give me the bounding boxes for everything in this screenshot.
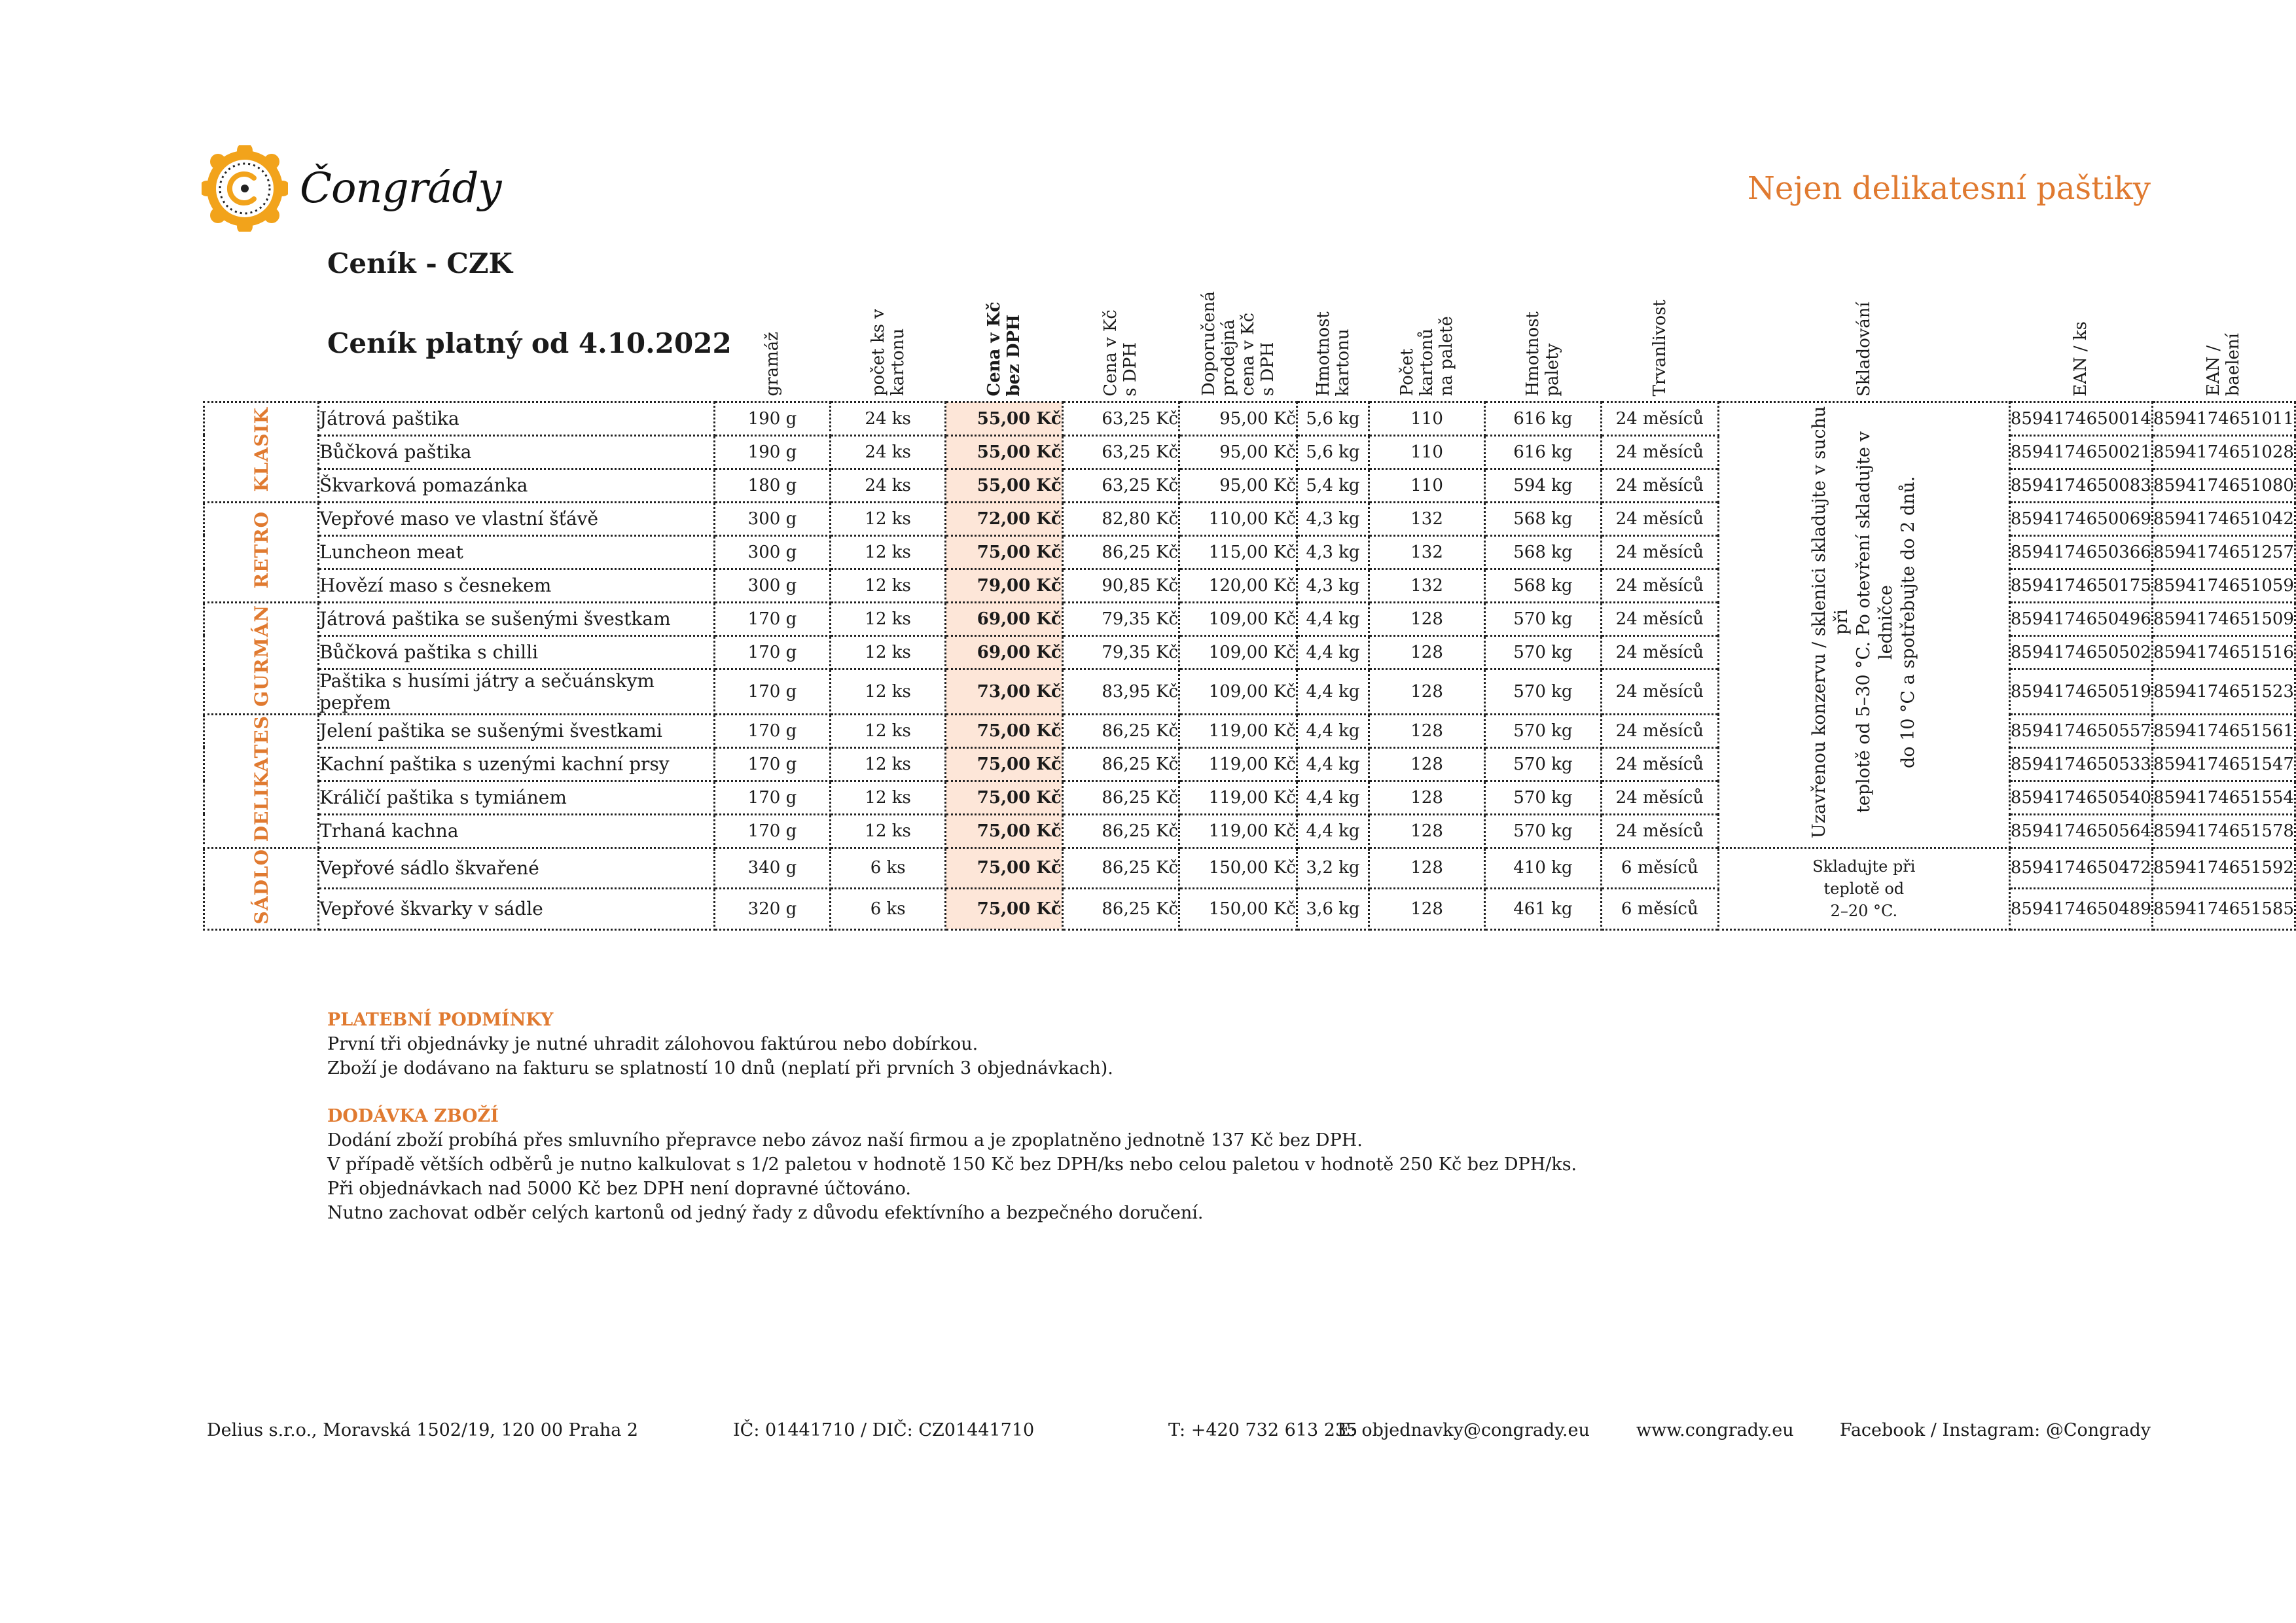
price-inc-vat: 86,25 Kč (1062, 781, 1179, 814)
ean-piece: 8594174650083 (2009, 469, 2152, 502)
pallet-weight: 570 kg (1485, 814, 1602, 847)
box-weight: 4,4 kg (1297, 669, 1369, 714)
ean-package: 8594174651011 (2152, 402, 2295, 435)
col-header: Počet kartonů na paletě (1397, 316, 1457, 397)
boxes-per-pallet: 128 (1369, 814, 1485, 847)
page-title: Ceník - CZK (327, 247, 513, 279)
boxes-per-pallet: 128 (1369, 714, 1485, 747)
boxes-per-pallet: 132 (1369, 502, 1485, 535)
weight: 170 g (714, 747, 831, 781)
ean-package: 8594174651561 (2152, 714, 2295, 747)
category-label: SÁDLO (204, 847, 319, 929)
weight: 180 g (714, 469, 831, 502)
box-weight: 4,4 kg (1297, 635, 1369, 669)
footer-address: Delius s.r.o., Moravská 1502/19, 120 00 Praha 2 (207, 1420, 639, 1440)
recommended-price: 119,00 Kč (1179, 781, 1297, 814)
weight: 300 g (714, 535, 831, 569)
pallet-weight: 461 kg (1485, 889, 1602, 930)
boxes-per-pallet: 132 (1369, 569, 1485, 602)
ean-piece: 8594174650069 (2009, 502, 2152, 535)
ean-package: 8594174651509 (2152, 602, 2295, 635)
boxes-per-pallet: 128 (1369, 602, 1485, 635)
weight: 320 g (714, 889, 831, 930)
ean-package: 8594174651059 (2152, 569, 2295, 602)
weight: 340 g (714, 847, 831, 889)
delivery-line: Při objednávkach nad 5000 Kč bez DPH není dopravné účtováno. (327, 1179, 912, 1199)
boxes-per-pallet: 128 (1369, 635, 1485, 669)
category-label: GURMÁN (204, 602, 319, 714)
pallet-weight: 570 kg (1485, 781, 1602, 814)
price-inc-vat: 86,25 Kč (1062, 814, 1179, 847)
price-inc-vat: 63,25 Kč (1062, 435, 1179, 469)
recommended-price: 150,00 Kč (1179, 847, 1297, 889)
price-inc-vat: 86,25 Kč (1062, 535, 1179, 569)
delivery-line: Nutno zachovat odběr celých kartonů od jedný řady z důvodu efektívního a bezpečného doručení. (327, 1203, 1204, 1223)
shelf-life: 24 měsíců (1601, 781, 1718, 814)
ean-piece: 8594174650472 (2009, 847, 2152, 889)
price-inc-vat: 83,95 Kč (1062, 669, 1179, 714)
pallet-weight: 616 kg (1485, 402, 1602, 435)
boxes-per-pallet: 110 (1369, 435, 1485, 469)
shelf-life: 24 měsíců (1601, 569, 1718, 602)
shelf-life: 24 měsíců (1601, 469, 1718, 502)
table-header-row (204, 199, 2295, 402)
price-inc-vat: 90,85 Kč (1062, 569, 1179, 602)
col-header: Skladování (1854, 301, 1874, 397)
pieces-per-box: 12 ks (831, 747, 946, 781)
pieces-per-box: 6 ks (831, 847, 946, 889)
boxes-per-pallet: 110 (1369, 469, 1485, 502)
recommended-price: 95,00 Kč (1179, 402, 1297, 435)
price-inc-vat: 79,35 Kč (1062, 602, 1179, 635)
category-label: RETRO (204, 502, 319, 602)
table-row (204, 847, 2295, 889)
ean-package: 8594174651578 (2152, 814, 2295, 847)
price-inc-vat: 86,25 Kč (1062, 714, 1179, 747)
pallet-weight: 570 kg (1485, 747, 1602, 781)
price-table (203, 199, 2296, 931)
price-ex-vat: 69,00 Kč (946, 602, 1063, 635)
terms-section (327, 1008, 1577, 1225)
boxes-per-pallet: 110 (1369, 402, 1485, 435)
recommended-price: 110,00 Kč (1179, 502, 1297, 535)
product-name: Trhaná kachna (319, 814, 715, 847)
brand-name: Čongrády (300, 164, 501, 213)
storage-lard: Skladujte při teplotě od 2–20 °C. (1718, 847, 2009, 929)
boxes-per-pallet: 128 (1369, 781, 1485, 814)
weight: 300 g (714, 502, 831, 535)
col-header: Hmotnost palety (1523, 311, 1563, 397)
ean-piece: 8594174650489 (2009, 889, 2152, 930)
price-ex-vat: 55,00 Kč (946, 435, 1063, 469)
recommended-price: 119,00 Kč (1179, 814, 1297, 847)
pieces-per-box: 12 ks (831, 714, 946, 747)
price-table-body (204, 402, 2295, 929)
ean-package: 8594174651585 (2152, 889, 2295, 930)
ean-package: 8594174651554 (2152, 781, 2295, 814)
product-name: Paštika s husími játry a sečuánskym pepřem (319, 669, 715, 714)
box-weight: 4,4 kg (1297, 814, 1369, 847)
category-label: KLASIK (204, 402, 319, 502)
price-ex-vat: 55,00 Kč (946, 469, 1063, 502)
shelf-life: 6 měsíců (1601, 889, 1718, 930)
price-ex-vat: 75,00 Kč (946, 847, 1063, 889)
delivery-line: V případě větších odběrů je nutno kalkulovat s 1/2 paletou v hodnotě 150 Kč bez DPH/ks nebo celou paletou v hodnotě 250 Kč bez DPH/ks. (327, 1154, 1577, 1175)
pieces-per-box: 24 ks (831, 402, 946, 435)
col-header: Trvanlivost (1649, 300, 1670, 397)
recommended-price: 109,00 Kč (1179, 669, 1297, 714)
product-name: Vepřové škvarky v sádle (319, 889, 715, 930)
price-ex-vat: 75,00 Kč (946, 889, 1063, 930)
price-table-wrap (203, 199, 2296, 931)
price-ex-vat: 73,00 Kč (946, 669, 1063, 714)
pieces-per-box: 12 ks (831, 535, 946, 569)
boxes-per-pallet: 128 (1369, 669, 1485, 714)
recommended-price: 115,00 Kč (1179, 535, 1297, 569)
shelf-life: 6 měsíců (1601, 847, 1718, 889)
box-weight: 4,3 kg (1297, 535, 1369, 569)
weight: 170 g (714, 669, 831, 714)
pieces-per-box: 12 ks (831, 602, 946, 635)
pieces-per-box: 12 ks (831, 781, 946, 814)
price-ex-vat: 75,00 Kč (946, 781, 1063, 814)
product-name: Játrová paštika (319, 402, 715, 435)
shelf-life: 24 měsíců (1601, 747, 1718, 781)
shelf-life: 24 měsíců (1601, 402, 1718, 435)
product-name: Luncheon meat (319, 535, 715, 569)
pallet-weight: 568 kg (1485, 569, 1602, 602)
pieces-per-box: 6 ks (831, 889, 946, 930)
ean-piece: 8594174650540 (2009, 781, 2152, 814)
col-header: Hmotnost kartonu (1313, 311, 1353, 397)
product-name: Kachní paštika s uzenými kachní prsy (319, 747, 715, 781)
product-name: Hovězí maso s česnekem (319, 569, 715, 602)
price-ex-vat: 79,00 Kč (946, 569, 1063, 602)
footer-email[interactable]: E: objednavky@congrady.eu (1337, 1420, 1590, 1440)
product-name: Vepřové sádlo škvařené (319, 847, 715, 889)
price-ex-vat: 69,00 Kč (946, 635, 1063, 669)
pallet-weight: 570 kg (1485, 714, 1602, 747)
col-header: počet ks v kartonu (868, 309, 908, 397)
ean-piece: 8594174650557 (2009, 714, 2152, 747)
table-row (204, 402, 2295, 435)
price-ex-vat: 75,00 Kč (946, 814, 1063, 847)
weight: 300 g (714, 569, 831, 602)
col-header: gramáž (762, 332, 782, 397)
pieces-per-box: 12 ks (831, 635, 946, 669)
weight: 170 g (714, 814, 831, 847)
pallet-weight: 568 kg (1485, 535, 1602, 569)
boxes-per-pallet: 132 (1369, 535, 1485, 569)
recommended-price: 120,00 Kč (1179, 569, 1297, 602)
product-name: Bůčková paštika (319, 435, 715, 469)
price-ex-vat: 75,00 Kč (946, 747, 1063, 781)
pieces-per-box: 12 ks (831, 814, 946, 847)
product-name: Škvarková pomazánka (319, 469, 715, 502)
price-ex-vat: 72,00 Kč (946, 502, 1063, 535)
ean-package: 8594174651028 (2152, 435, 2295, 469)
box-weight: 3,6 kg (1297, 889, 1369, 930)
ean-piece: 8594174650014 (2009, 402, 2152, 435)
recommended-price: 109,00 Kč (1179, 635, 1297, 669)
recommended-price: 95,00 Kč (1179, 469, 1297, 502)
pallet-weight: 568 kg (1485, 502, 1602, 535)
shelf-life: 24 měsíců (1601, 602, 1718, 635)
shelf-life: 24 měsíců (1601, 502, 1718, 535)
col-header: Doporučená prodejná cena v Kč s DPH (1198, 291, 1278, 397)
weight: 190 g (714, 435, 831, 469)
ean-piece: 8594174650519 (2009, 669, 2152, 714)
box-weight: 5,6 kg (1297, 435, 1369, 469)
pieces-per-box: 24 ks (831, 469, 946, 502)
ean-piece: 8594174650533 (2009, 747, 2152, 781)
pallet-weight: 616 kg (1485, 435, 1602, 469)
tagline: Nejen delikatesní paštiky (1747, 170, 2151, 207)
recommended-price: 95,00 Kč (1179, 435, 1297, 469)
boxes-per-pallet: 128 (1369, 847, 1485, 889)
box-weight: 4,4 kg (1297, 781, 1369, 814)
pallet-weight: 410 kg (1485, 847, 1602, 889)
price-ex-vat: 75,00 Kč (946, 535, 1063, 569)
price-ex-vat: 75,00 Kč (946, 714, 1063, 747)
recommended-price: 109,00 Kč (1179, 602, 1297, 635)
price-inc-vat: 86,25 Kč (1062, 847, 1179, 889)
shelf-life: 24 měsíců (1601, 535, 1718, 569)
ean-package: 8594174651592 (2152, 847, 2295, 889)
payment-line: První tři objednávky je nutné uhradit zálohovou faktúrou nebo dobírkou. (327, 1034, 978, 1054)
pallet-weight: 570 kg (1485, 602, 1602, 635)
ean-package: 8594174651080 (2152, 469, 2295, 502)
col-header: Cena v Kč bez DPH (984, 301, 1024, 397)
price-inc-vat: 79,35 Kč (1062, 635, 1179, 669)
box-weight: 5,6 kg (1297, 402, 1369, 435)
weight: 170 g (714, 602, 831, 635)
box-weight: 4,4 kg (1297, 747, 1369, 781)
shelf-life: 24 měsíců (1601, 814, 1718, 847)
weight: 170 g (714, 714, 831, 747)
col-header: EAN / ks (2071, 321, 2091, 397)
recommended-price: 119,00 Kč (1179, 714, 1297, 747)
category-label: DELIKATES (204, 714, 319, 847)
weight: 190 g (714, 402, 831, 435)
price-inc-vat: 63,25 Kč (1062, 469, 1179, 502)
payment-terms-heading: PLATEBNÍ PODMÍNKY (327, 1010, 554, 1030)
ean-package: 8594174651523 (2152, 669, 2295, 714)
shelf-life: 24 měsíců (1601, 714, 1718, 747)
footer-phone: T: +420 732 613 235 (1168, 1420, 1358, 1440)
ean-piece: 8594174650564 (2009, 814, 2152, 847)
shelf-life: 24 měsíců (1601, 635, 1718, 669)
shelf-life: 24 měsíců (1601, 669, 1718, 714)
product-name: Játrová paštika se sušenými švestkam (319, 602, 715, 635)
boxes-per-pallet: 128 (1369, 747, 1485, 781)
product-name: Jelení paštika se sušenými švestkami (319, 714, 715, 747)
shelf-life: 24 měsíců (1601, 435, 1718, 469)
pallet-weight: 594 kg (1485, 469, 1602, 502)
weight: 170 g (714, 781, 831, 814)
ean-piece: 8594174650175 (2009, 569, 2152, 602)
ean-piece: 8594174650366 (2009, 535, 2152, 569)
recommended-price: 119,00 Kč (1179, 747, 1297, 781)
weight: 170 g (714, 635, 831, 669)
storage-canned: Uzavřenou konzervu / sklenici skladujte v suchu při teplotě od 5–30 °C. Po otevření skladujte v ledničce do 10 °C a spotřebujte do 2 dnů. (1718, 402, 2009, 847)
col-header: EAN / baelení (2204, 333, 2244, 397)
ean-package: 8594174651547 (2152, 747, 2295, 781)
delivery-line: Dodání zboží probíhá přes smluvního přepravce nebo závoz naší firmou a je zpoplatněno jednotně 137 Kč bez DPH. (327, 1130, 1363, 1150)
delivery-heading: DODÁVKA ZBOŽÍ (327, 1106, 499, 1126)
box-weight: 4,4 kg (1297, 714, 1369, 747)
pieces-per-box: 12 ks (831, 502, 946, 535)
price-inc-vat: 63,25 Kč (1062, 402, 1179, 435)
box-weight: 3,2 kg (1297, 847, 1369, 889)
price-inc-vat: 82,80 Kč (1062, 502, 1179, 535)
header-spacer (204, 199, 319, 402)
box-weight: 4,3 kg (1297, 569, 1369, 602)
boxes-per-pallet: 128 (1369, 889, 1485, 930)
pieces-per-box: 12 ks (831, 569, 946, 602)
ean-package: 8594174651042 (2152, 502, 2295, 535)
box-weight: 4,4 kg (1297, 602, 1369, 635)
product-name: Králičí paštika s tymiánem (319, 781, 715, 814)
price-inc-vat: 86,25 Kč (1062, 889, 1179, 930)
pallet-weight: 570 kg (1485, 635, 1602, 669)
payment-line: Zboží je dodávano na fakturu se splatností 10 dnů (neplatí při prvních 3 objednávkach). (327, 1058, 1113, 1079)
ean-piece: 8594174650021 (2009, 435, 2152, 469)
price-inc-vat: 86,25 Kč (1062, 747, 1179, 781)
ean-piece: 8594174650496 (2009, 602, 2152, 635)
ean-package: 8594174651257 (2152, 535, 2295, 569)
ean-piece: 8594174650502 (2009, 635, 2152, 669)
pieces-per-box: 24 ks (831, 435, 946, 469)
pieces-per-box: 12 ks (831, 669, 946, 714)
product-name: Bůčková paštika s chilli (319, 635, 715, 669)
product-name: Vepřové maso ve vlastní šťávě (319, 502, 715, 535)
header-spacer (319, 199, 715, 402)
pallet-weight: 570 kg (1485, 669, 1602, 714)
page-subtitle: Ceník platný od 4.10.2022 (327, 327, 732, 359)
col-header: Cena v Kč s DPH (1101, 309, 1141, 397)
price-ex-vat: 55,00 Kč (946, 402, 1063, 435)
box-weight: 4,3 kg (1297, 502, 1369, 535)
recommended-price: 150,00 Kč (1179, 889, 1297, 930)
box-weight: 5,4 kg (1297, 469, 1369, 502)
ean-package: 8594174651516 (2152, 635, 2295, 669)
footer-social[interactable]: Facebook / Instagram: @Congrady (1839, 1420, 2151, 1440)
footer-ids: IČ: 01441710 / DIČ: CZ01441710 (733, 1420, 1035, 1440)
footer-web-link[interactable]: www.congrady.eu (1636, 1420, 1794, 1440)
